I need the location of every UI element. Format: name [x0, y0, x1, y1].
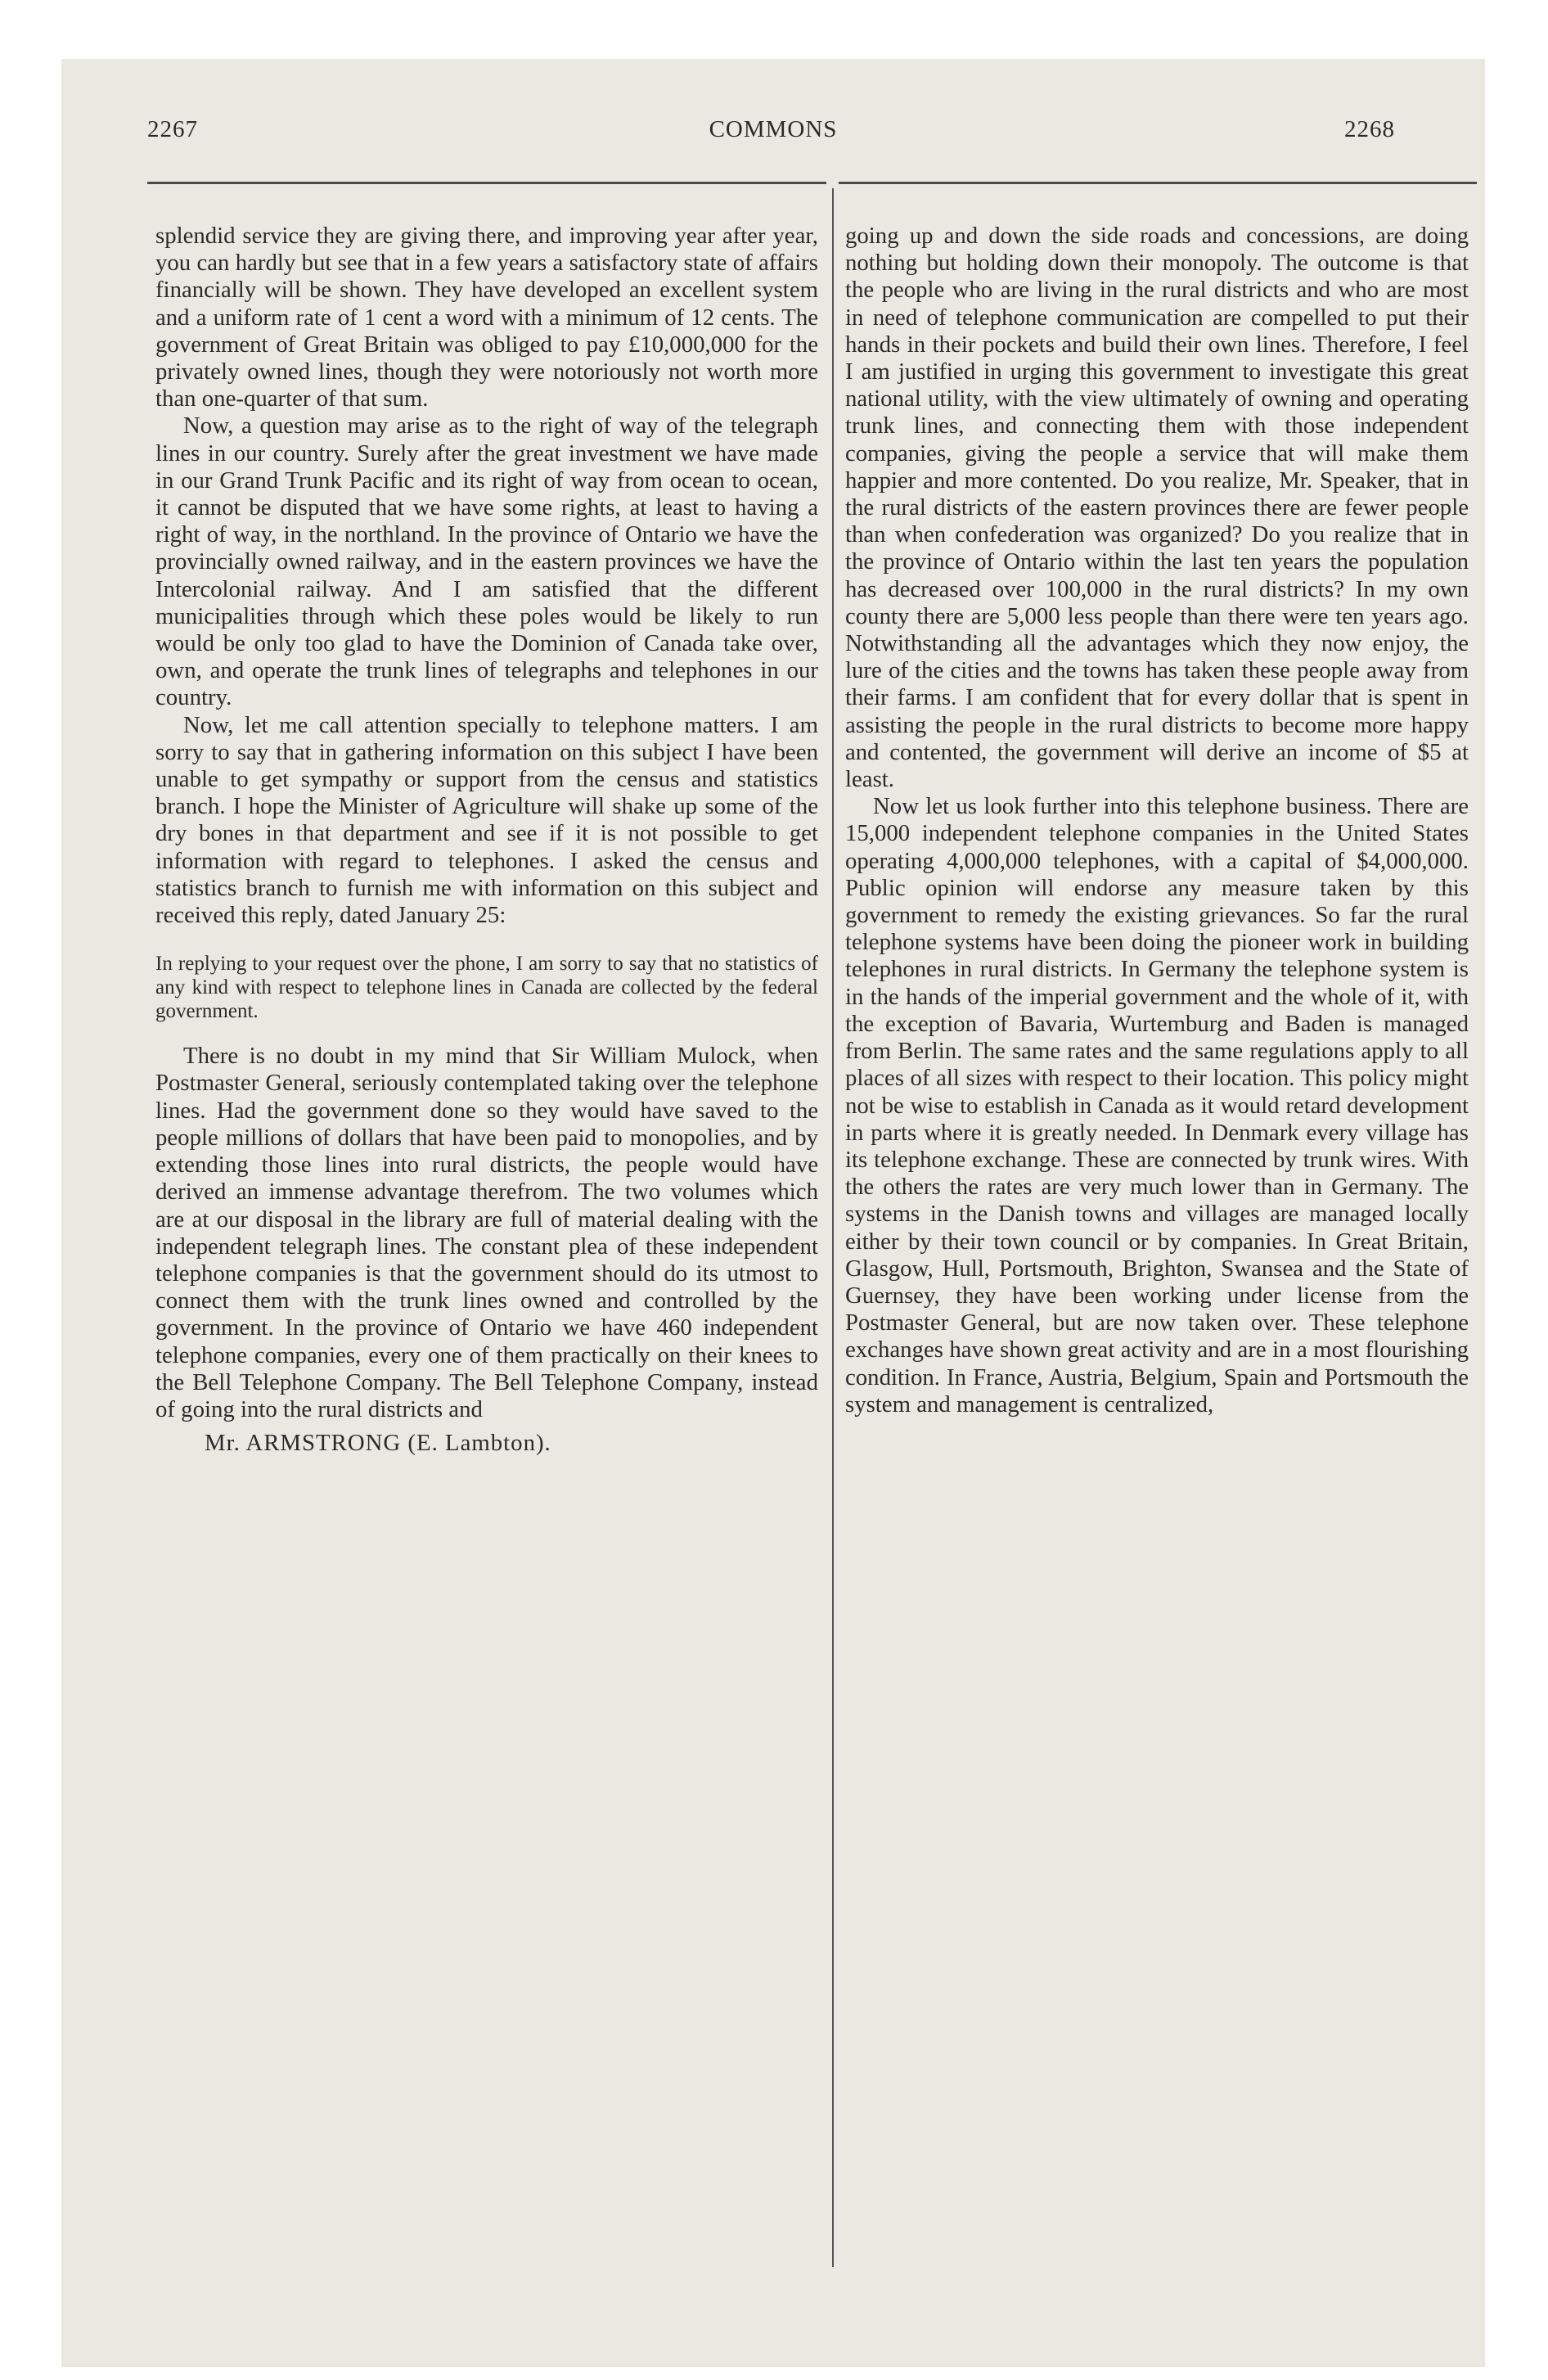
header-rule-right [839, 182, 1477, 184]
paragraph: There is no doubt in my mind that Sir William Mulock, when Postmaster General, seriously contemplated taking over the telephone lines. Had the government done so they would have saved to the people millions of dollars that have been paid to monopolies, and by extending those lines into rural districts, the people would have derived an immense advantage therefrom. The two volumes which are at our disposal in the library are full of material dealing with the independent telegraph lines. The constant plea of these independent telephone companies is that the government should do its utmost to connect them with the trunk lines owned and controlled by the government. In the province of Ontario we have 460 independent telephone companies, every one of them practically on their knees to the Bell Telephone Company. The Bell Telephone Company, instead of going into the rural districts and [155, 1043, 818, 1422]
paragraph: splendid service they are giving there, and improving year after year, you can hardly but see that in a few years a satisfactory state of affairs financially will be shown. They have developed an excellent system and a uniform rate of 1 cent a word with a minimum of 12 cents. The government of Great Britain was obliged to pay £10,000,000 for the privately owned lines, though they were notoriously not worth more than one-quarter of that sum. [155, 223, 818, 412]
column-divider [832, 188, 834, 2267]
left-column [155, 223, 818, 1457]
right-column [845, 223, 1469, 1418]
header-rule-left [147, 182, 826, 184]
block-quote: In replying to your request over the phone, I am sorry to say that no statistics of any kind with respect to telephone lines in Canada are collected by the federal government. [155, 953, 818, 1023]
document-page [61, 59, 1485, 2367]
paragraph: Now, let me call attention specially to telephone matters. I am sorry to say that in gathering information on this subject I have been unable to get sympathy or support from the census and statistics branch. I hope the Minister of Agriculture will shake up some of the dry bones in that department and see if it is not possible to get information with regard to telephones. I asked the census and statistics branch to furnish me with information on this subject and received this reply, dated January 25: [155, 711, 818, 929]
page-number-left: 2267 [147, 116, 198, 142]
paragraph: Now let us look further into this telephone business. There are 15,000 independent telephone companies in the United States operating 4,000,000 telephones, with a capital of $4,000,000. Public opinion will endorse any measure taken by this government to remedy the existing grievances. So far the rural telephone systems have been doing the pioneer work in building telephones in rural districts. In Germany the telephone system is in the hands of the imperial government and the whole of it, with the exception of Bavaria, Wurtemburg and Baden is managed from Berlin. The same rates and the same regulations apply to all places of all sizes with respect to their location. This policy might not be wise to establish in Canada as it would retard development in parts where it is greatly needed. In Denmark every village has its telephone exchange. These are connected by trunk wires. With the others the rates are very much lower than in Germany. The systems in the Danish towns and villages are managed locally either by their town council or by companies. In Great Britain, Glasgow, Hull, Portsmouth, Brighton, Swansea and the State of Guernsey, they have been working under license from the Postmaster General, but are now taken over. These telephone exchanges have shown great activity and are in a most flourishing condition. In France, Austria, Belgium, Spain and Portsmouth the system and management is centralized, [845, 793, 1469, 1418]
running-head: COMMONS [709, 116, 838, 142]
page-number-right: 2268 [1344, 116, 1395, 142]
page-header [61, 116, 1485, 149]
paragraph: going up and down the side roads and concessions, are doing nothing but holding down their monopoly. The outcome is that the people who are living in the rural districts and who are most in need of telephone communication are compelled to put their hands in their pockets and build their own lines. Therefore, I feel I am justified in urging this government to investigate this great national utility, with the view ultimately of owning and operating trunk lines, and connecting them with those independent companies, giving the people a service that will make them happier and more contented. Do you realize, Mr. Speaker, that in the rural districts of the eastern provinces there are fewer people than when confederation was organized? Do you realize that in the province of Ontario within the last ten years the population has decreased over 100,000 in the rural districts? In my own county there are 5,000 less people than there were ten years ago. Notwithstanding all the advantages which they now enjoy, the lure of the cities and the towns has taken these people away from their farms. I am confident that for every dollar that is spent in assisting the people in the rural districts to become more happy and contented, the government will derive an income of $5 at least. [845, 223, 1469, 793]
paragraph: Now, a question may arise as to the right of way of the telegraph lines in our country. Surely after the great investment we have made in our Grand Trunk Pacific and its right of way from ocean to ocean, it cannot be disputed that we have some rights, at least to having a right of way, in the northland. In the province of Ontario we have the provincially owned railway, and in the eastern provinces we have the Intercolonial railway. And I am satisfied that the different municipalities through which these poles would be likely to run would be only too glad to have the Dominion of Canada take over, own, and operate the trunk lines of telegraphs and telephones in our country. [155, 412, 818, 711]
speaker-footer: Mr. ARMSTRONG (E. Lambton). [205, 1430, 551, 1457]
